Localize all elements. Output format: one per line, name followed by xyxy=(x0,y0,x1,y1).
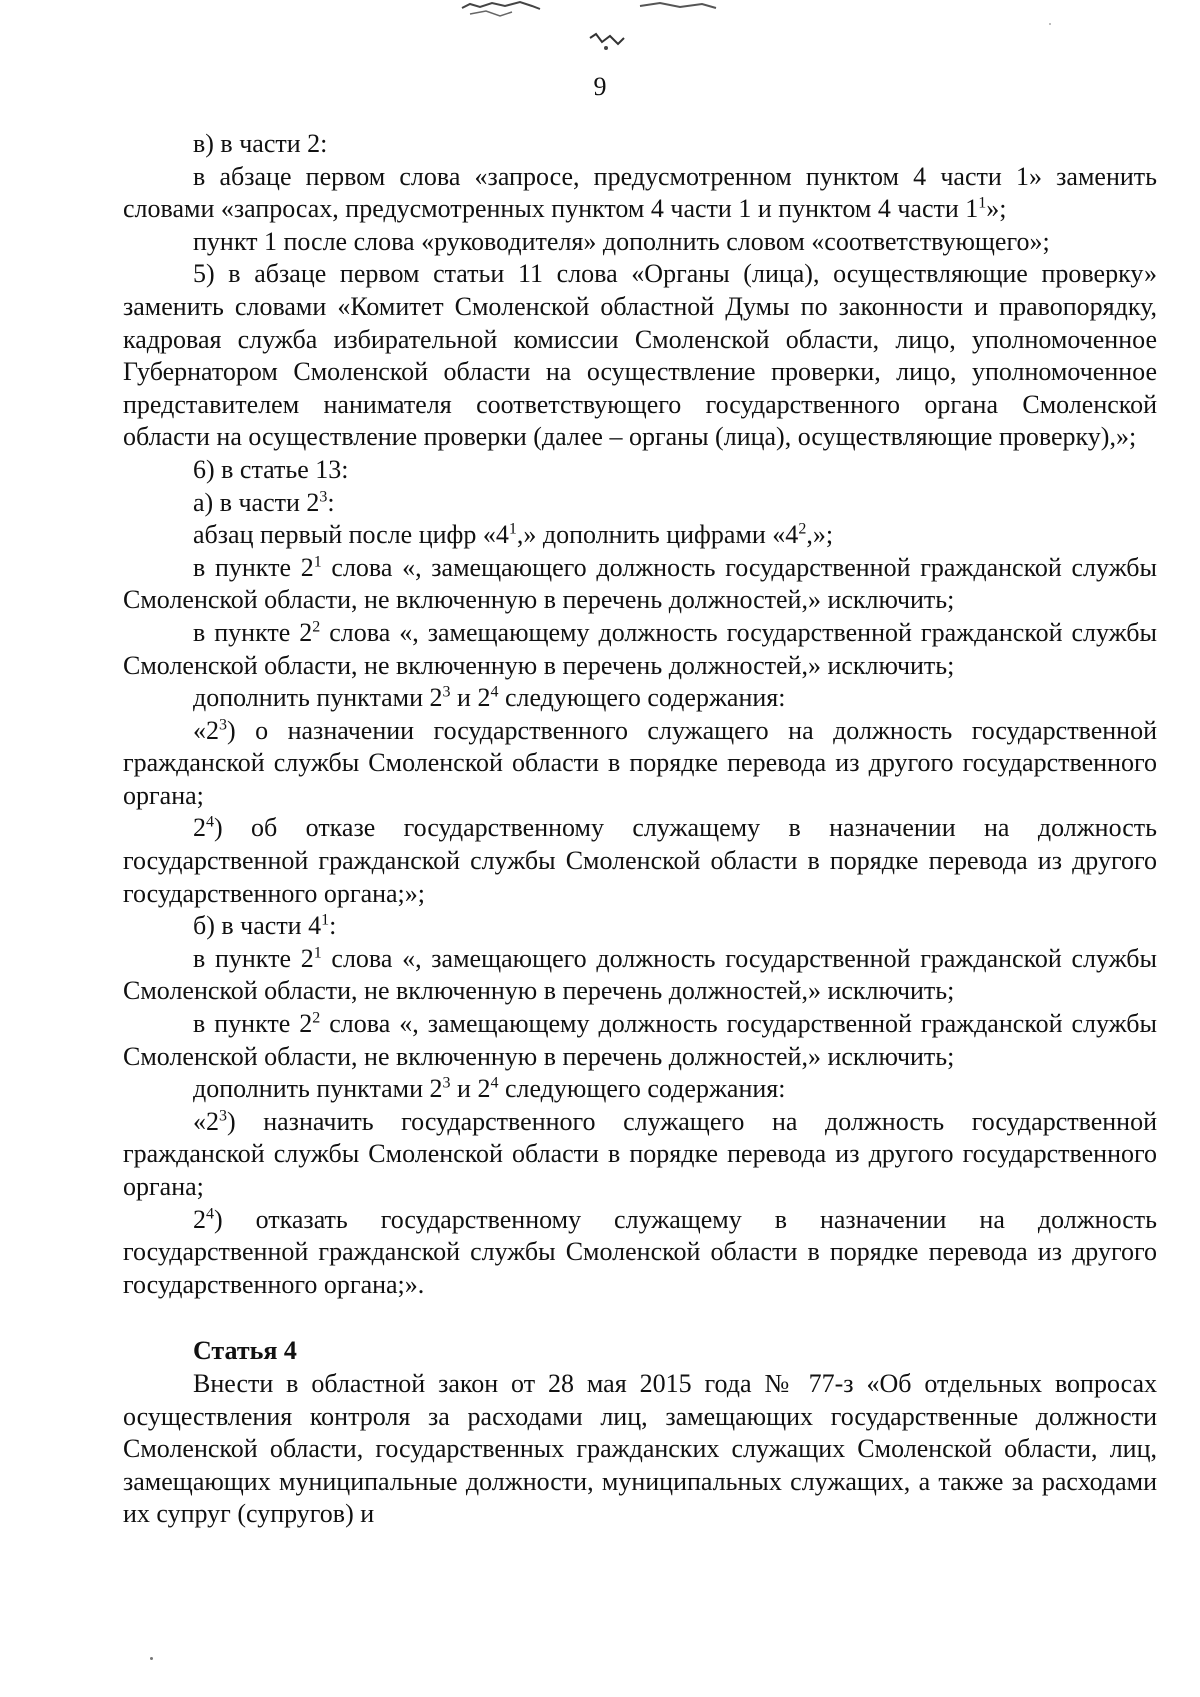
paragraph-text: ) отказать государственному служащему в назначении на должность государственной гражданской службы Смоленской области в порядке перевода из другого государственного органа;». xyxy=(123,1204,1157,1299)
paragraph xyxy=(123,128,1157,161)
paragraph-text: слова «, замещающему должность государственной гражданской службы Смоленской области, не включенную в перечень должностей,» исключить; xyxy=(123,617,1157,680)
scan-artifact-marks xyxy=(0,0,1200,60)
paragraph-text: в) в части 2: xyxy=(193,129,328,158)
paragraph-text: Внести в областной закон от 28 мая 2015 года № 77-з «Об отдельных вопросах осуществления контроля за расходами лиц, замещающих государственные должности Смоленской области, государственных гражданских служащих Смоленской области, лиц, замещающих муниципальные должности, муниципальных служащих, а также за расходами их супруг (супругов) и xyxy=(123,1368,1157,1529)
paragraph xyxy=(123,226,1157,259)
article-heading: Статья 4 xyxy=(193,1336,297,1366)
paragraph xyxy=(123,161,1157,226)
superscript: 3 xyxy=(219,1107,227,1125)
superscript: 4 xyxy=(206,813,214,831)
paragraph xyxy=(123,1204,1157,1302)
paragraph-text: ) назначить государственного служащего на должность государственной гражданской службы Смоленской области в порядке перевода из другого государственного органа; xyxy=(123,1106,1157,1201)
superscript: 1 xyxy=(978,194,987,212)
superscript: 3 xyxy=(442,1074,451,1092)
paragraph-text: а) в части 2 xyxy=(193,487,320,517)
paragraph-text: 2 xyxy=(193,813,206,843)
paragraph-text: ,» дополнить цифрами «4 xyxy=(516,520,799,550)
superscript: 4 xyxy=(206,1204,214,1222)
paragraph-text: ) о назначении государственного служащего на должность государственной гражданской службы Смоленской области в порядке перевода из другого государственного органа; xyxy=(123,715,1157,810)
superscript: 3 xyxy=(219,716,227,734)
paragraph-text: слова «, замещающего должность государственной гражданской службы Смоленской области, не включенную в перечень должностей,» исключить; xyxy=(123,552,1158,615)
superscript: 1 xyxy=(313,553,322,571)
paragraph-text: »; xyxy=(986,194,1007,224)
paragraph-text: следующего содержания: xyxy=(498,683,786,713)
paragraph-text: слова «, замещающему должность государственной гражданской службы Смоленской области, не включенную в перечень должностей,» исключить; xyxy=(123,1009,1157,1071)
article-paragraphs xyxy=(123,1368,1157,1531)
paragraph xyxy=(123,519,1157,552)
superscript: 1 xyxy=(508,520,517,538)
paragraph-text: ,»; xyxy=(806,520,834,550)
superscript: 3 xyxy=(319,487,328,505)
paragraph xyxy=(123,812,1157,910)
superscript: 2 xyxy=(798,520,807,538)
paragraph xyxy=(123,1368,1157,1531)
paragraph xyxy=(123,715,1157,813)
paragraph-text: абзац первый после цифр «4 xyxy=(193,520,509,550)
paragraph-text: дополнить пунктами 2 xyxy=(193,1074,443,1104)
paragraph xyxy=(123,1073,1157,1106)
paragraph-text: и 2 xyxy=(450,683,491,713)
superscript: 1 xyxy=(313,944,322,962)
superscript: 2 xyxy=(312,618,321,636)
superscript: 4 xyxy=(490,683,499,701)
paragraph xyxy=(123,487,1157,520)
paragraph-text: «2 xyxy=(193,715,219,745)
paragraph-text: следующего содержания: xyxy=(498,1074,786,1104)
amendment-paragraphs xyxy=(123,128,1157,1301)
paragraph-text: в пункте 2 xyxy=(193,1009,313,1039)
superscript: 2 xyxy=(312,1009,321,1027)
paragraph xyxy=(123,682,1157,715)
paragraph-text: 5) в абзаце первом статьи 11 слова «Органы (лица), осуществляющие проверку» заменить словами «Комитет Смоленской областной Думы по законности и правопорядку, кадровая служба избирательной комиссии Смоленской области, лицо, уполномоченное Губернатором Смоленской области на осуществление проверки, лицо, уполномоченное представителем нанимателя соответствующего государственного органа Смоленской области на осуществление проверки (далее – органы (лица), осуществляющие проверку),»; xyxy=(123,259,1157,452)
paragraph-text: в пункте 2 xyxy=(193,943,314,973)
paragraph-text: в пункте 2 xyxy=(193,617,313,647)
scan-dot xyxy=(150,1657,153,1660)
superscript: 1 xyxy=(321,911,330,929)
paragraph-text: и 2 xyxy=(450,1074,491,1104)
paragraph-text: в пункте 2 xyxy=(193,552,314,582)
superscript: 4 xyxy=(490,1074,499,1092)
paragraph-text: в абзаце первом слова «запросе, предусмотренном пунктом 4 части 1» заменить словами «запросах, предусмотренных пунктом 4 части 1 и пунктом 4 части 1 xyxy=(123,161,1157,224)
paragraph xyxy=(123,910,1157,943)
paragraph-text: слова «, замещающего должность государственной гражданской службы Смоленской области, не включенную в перечень должностей,» исключить; xyxy=(123,943,1158,1006)
paragraph-text: : xyxy=(329,911,337,941)
paragraph xyxy=(123,617,1157,682)
paragraph xyxy=(123,943,1157,1008)
paragraph-text: 2 xyxy=(193,1204,206,1234)
paragraph-text: ) об отказе государственному служащему в назначении на должность государственной гражданской службы Смоленской области в порядке перевода из другого государственного органа;»; xyxy=(123,813,1157,908)
page-number: 9 xyxy=(593,72,607,101)
document-body xyxy=(123,128,1157,1531)
paragraph xyxy=(123,552,1157,617)
paragraph-text: : xyxy=(327,487,335,517)
paragraph-text: пункт 1 после слова «руководителя» дополнить словом «соответствующего»; xyxy=(193,226,1050,256)
paragraph xyxy=(123,1106,1157,1204)
paragraph xyxy=(123,1008,1157,1073)
paragraph-text: 6) в статье 13: xyxy=(193,454,349,484)
paragraph-text: дополнить пунктами 2 xyxy=(193,683,443,713)
paragraph-text: б) в части 4 xyxy=(193,911,322,941)
paragraph xyxy=(123,454,1157,487)
paragraph-text: «2 xyxy=(193,1106,219,1136)
superscript: 3 xyxy=(442,683,451,701)
paragraph xyxy=(123,258,1157,454)
